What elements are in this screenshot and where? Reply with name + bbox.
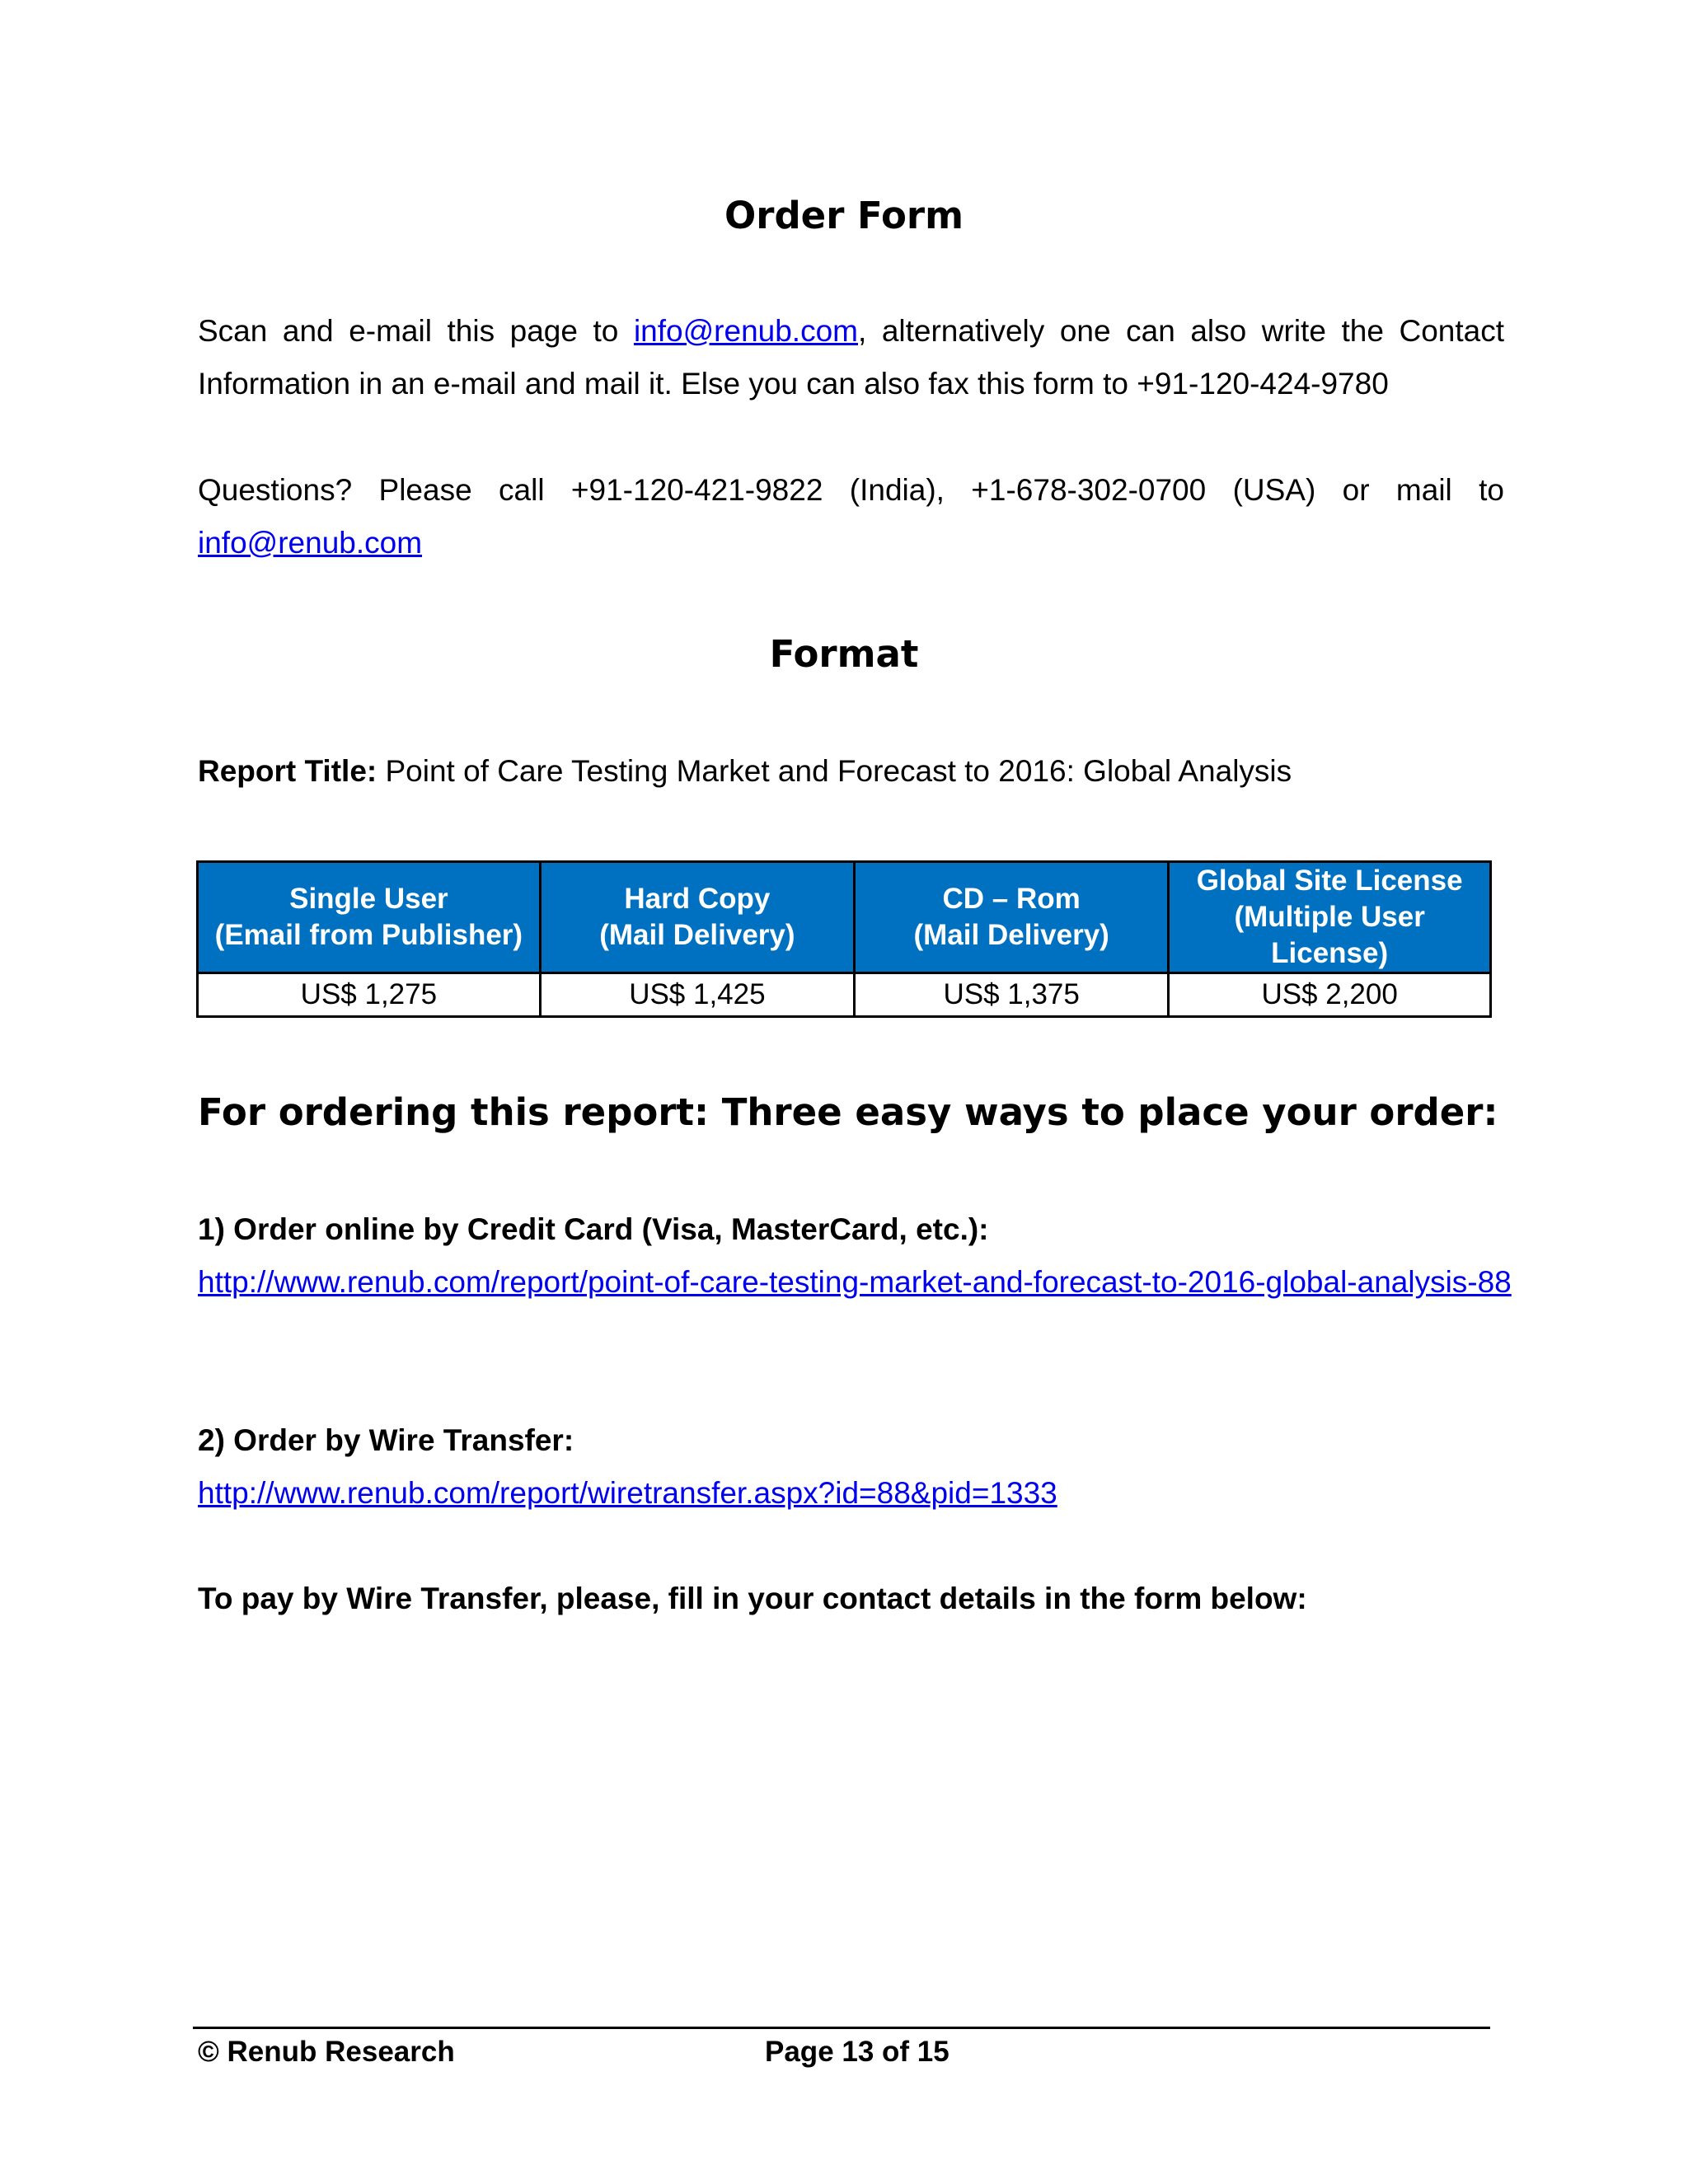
- step1-link-line: [198, 1256, 1517, 1309]
- ordering-heading: For ordering this report: Three easy ways to place your order:: [198, 1090, 1498, 1134]
- header-hard-copy: [540, 862, 854, 973]
- step2-link-line: [198, 1467, 1517, 1520]
- header-line1: CD – Rom: [942, 883, 1081, 915]
- price-table-row: [198, 973, 1491, 1017]
- intro-text-before: Scan and e-mail this page to: [198, 314, 634, 348]
- price-global-site-license: US$ 2,200: [1169, 973, 1491, 1017]
- header-line2: (Email from Publisher): [214, 919, 523, 951]
- price-hard-copy: US$ 1,425: [540, 973, 854, 1017]
- header-line1: Single User: [289, 883, 448, 915]
- format-title: Format: [769, 632, 919, 676]
- step2-wire-link[interactable]: http://www.renub.com/report/wiretransfer.aspx?id=88&pid=1333: [198, 1476, 1057, 1510]
- price-single-user: US$ 1,275: [198, 973, 541, 1017]
- price-cd-rom: US$ 1,375: [855, 973, 1169, 1017]
- step2-title: 2) Order by Wire Transfer:: [198, 1423, 574, 1457]
- step1-order-link[interactable]: http://www.renub.com/report/point-of-care-testing-market-and-forecast-to-2016-global-analysis-88: [198, 1265, 1512, 1299]
- footer-page-number: Page 13 of 15: [765, 2036, 950, 2068]
- page-title: Order Form: [724, 194, 964, 237]
- step1-title: 1) Order online by Credit Card (Visa, MasterCard, etc.):: [198, 1212, 989, 1246]
- footer-copyright: © Renub Research: [198, 2036, 455, 2068]
- footer-divider: [193, 2027, 1490, 2029]
- header-line2: (Mail Delivery): [913, 919, 1109, 951]
- price-table-header-row: [198, 862, 1491, 973]
- header-cd-rom: [855, 862, 1169, 973]
- report-title: [198, 747, 1292, 796]
- intro-paragraph: [198, 305, 1504, 410]
- wire-transfer-note: To pay by Wire Transfer, please, fill in your contact details in the form below:: [198, 1582, 1307, 1615]
- questions-email-link[interactable]: info@renub.com: [198, 526, 423, 560]
- report-title-value: Point of Care Testing Market and Forecast to 2016: Global Analysis: [377, 754, 1292, 788]
- header-line2: (Multiple User License): [1234, 901, 1425, 969]
- questions-email-line: [198, 517, 1504, 569]
- price-table: [196, 860, 1492, 1018]
- questions-text: Questions? Please call +91-120-421-9822 (India), +1-678-302-0700 (USA) or mail to: [198, 473, 1504, 507]
- header-line2: (Mail Delivery): [599, 919, 795, 951]
- header-single-user: [198, 862, 541, 973]
- header-line1: Hard Copy: [624, 883, 771, 915]
- intro-text-after: , alternatively one can also write the Contact Information in an e-mail and mail it. Else you can also fax this form to +91-120-424-9780: [198, 314, 1504, 401]
- report-title-label: Report Title:: [198, 754, 377, 788]
- header-line1: Global Site License: [1196, 865, 1463, 897]
- header-global-site-license: [1169, 862, 1491, 973]
- intro-email-link[interactable]: info@renub.com: [633, 314, 858, 348]
